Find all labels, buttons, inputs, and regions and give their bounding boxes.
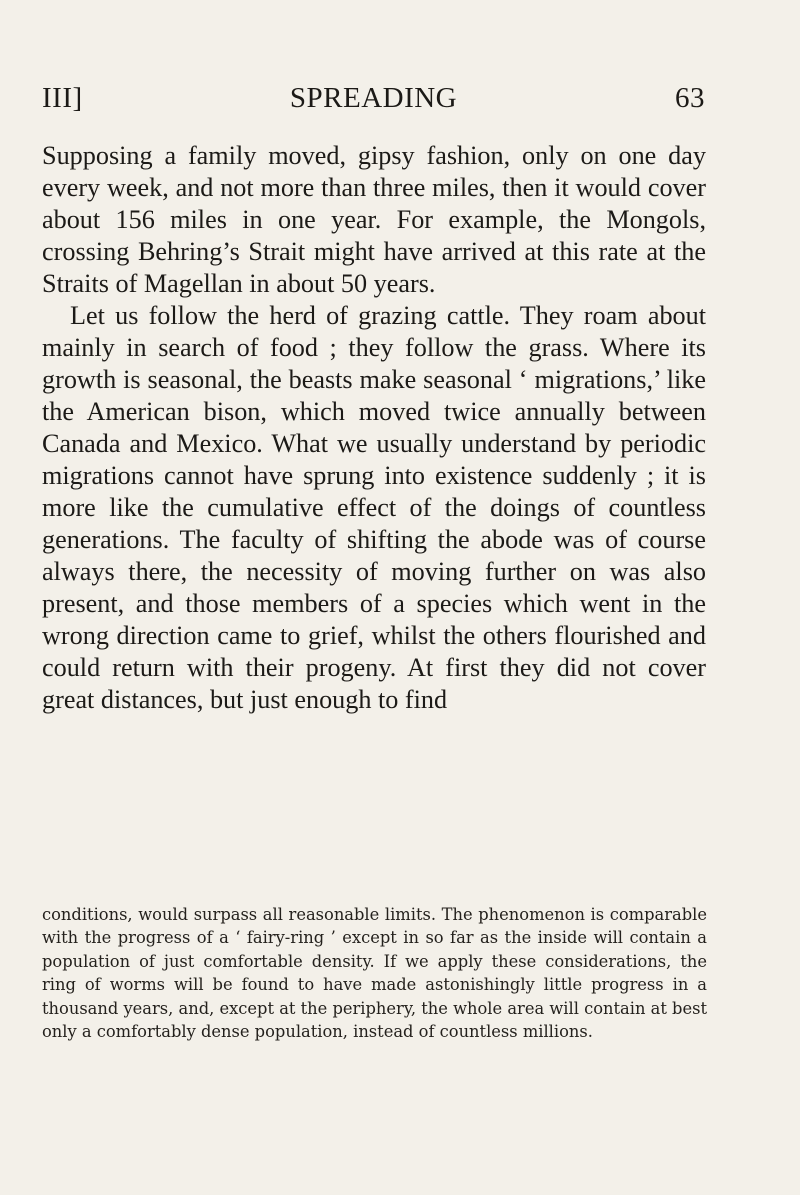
page-number: 63 (675, 82, 705, 114)
chapter-number: III] (42, 82, 83, 114)
paragraph: Supposing a family moved, gipsy fashion, only on one day every week, and not more than three miles, then it would cover about 156 miles in one year. For example, the Mongols, crossing Behring’s Strait might have arrived at this rate at the Straits of Magellan in about 50 years. (42, 141, 706, 298)
paragraph: Let us follow the herd of grazing cattle. They roam about mainly in search of food ; they follow the grass. Where its growth is seasonal, the beasts make seasonal ‘ migrations,’ like the American bison, which moved twice annually between Canada and Mexico. What we usually understand by periodic migrations cannot have sprung into existence suddenly ; it is more like the cumulative effect of the doings of countless generations. The faculty of shifting the abode was of course always there, the necessity of moving further on was also present, and those members of a species which went in the wrong direction came to grief, whilst the others flourished and could return with their progeny. At first they did not cover great distances, but just enough to find (42, 301, 706, 714)
footnote-text: conditions, would surpass all reasonable limits. The phenomenon is comparable with the progress of a ‘ fairy-ring ’ except in so far as the inside will contain a population of just comfortable density. If we apply these considerations, the ring of worms will be found to have made astonishingly little progress in a thousand years, and, except at the periphery, the whole area will contain at best only a comfortably dense population, instead of countless millions. (42, 905, 707, 1042)
running-title: SPREADING (289, 82, 458, 114)
footnote (42, 903, 707, 1043)
running-head (42, 82, 705, 116)
main-text (42, 140, 706, 716)
